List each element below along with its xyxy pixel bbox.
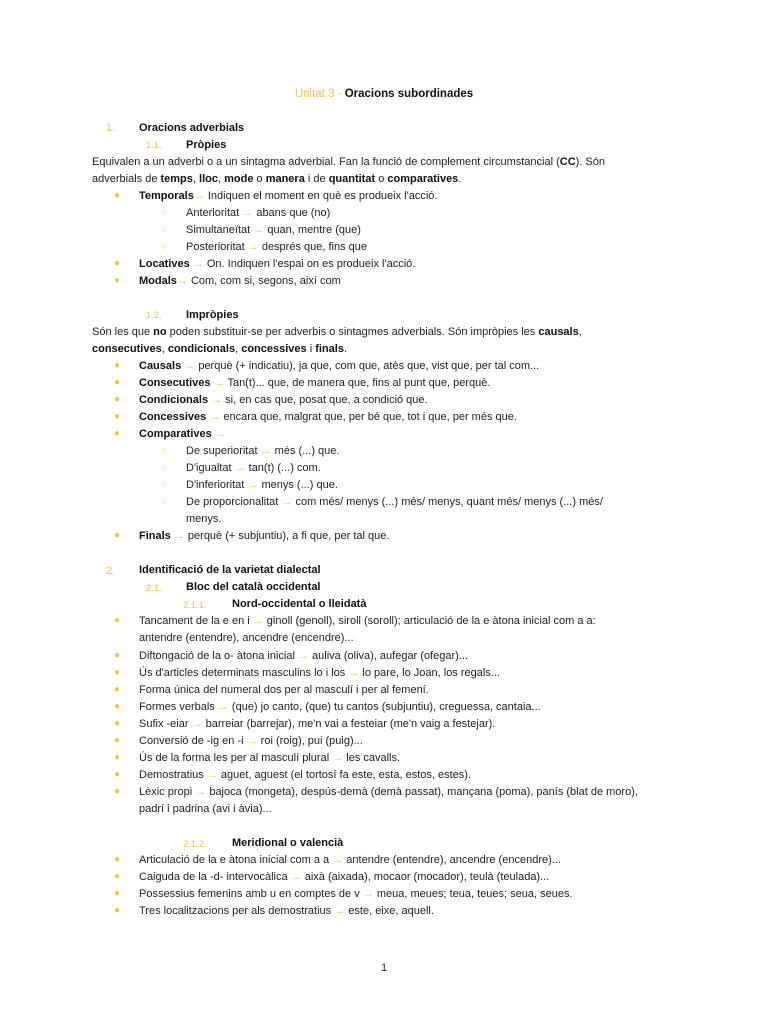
list-item [139, 905, 434, 917]
bullet-dot-icon: ● [114, 701, 121, 712]
text-span: este, eixe, aquell. [345, 905, 434, 917]
bold-term: Modals [139, 275, 177, 287]
text-span: . [458, 173, 462, 185]
bullet-dot-icon: ● [114, 377, 121, 388]
title-text: Oracions subordinades [344, 88, 474, 100]
bold-term: no [153, 326, 167, 338]
list-item [139, 428, 226, 440]
bold-term: lloc [199, 173, 218, 185]
bullet-dot-icon: ● [114, 718, 121, 729]
list-item [139, 888, 573, 900]
text-span: si, en cas que, posat que, a condició que. [222, 394, 428, 406]
list-item [139, 752, 400, 764]
right-arrow-icon: → [290, 871, 302, 883]
list-item [139, 258, 415, 270]
bold-term: Temporals [139, 190, 194, 202]
list-item [139, 394, 428, 406]
right-arrow-icon: → [334, 905, 346, 917]
text-span: Equivalen a un adverbi o a un sintagma adverbial. Fan la funció de complement circumstancial ( [92, 156, 560, 168]
text-span: adverbials de [92, 173, 161, 185]
text-span: bajoca (mongeta), despús-demà (demà passat), mançana (poma), panís (blat de moro), [206, 786, 638, 798]
text-span: o [253, 173, 266, 185]
list-item [139, 769, 471, 781]
section-number: 1. [106, 122, 116, 134]
bold-term: concessives [241, 343, 307, 355]
text-span: aguet, aguest (el tortosí fa este, esta, estos, estes). [217, 769, 471, 781]
circle-outline-icon: ○ [161, 224, 167, 234]
text-span: . [343, 343, 347, 355]
list-item [186, 462, 321, 474]
text-span: poden substituir-se per adverbis o sintagmes adverbials. Són impròpies les [166, 326, 539, 338]
text-span: D'inferioritat [186, 479, 245, 491]
text-span: aixà (aixada), mocaor (mocador), teulà (teulada)... [301, 871, 550, 883]
right-arrow-icon: → [281, 496, 293, 508]
text-span: Com, com si, segons, així com [187, 275, 341, 287]
bullet-dot-icon: ● [114, 530, 121, 541]
bold-term: temps [160, 173, 193, 185]
bullet-dot-icon: ● [114, 275, 121, 286]
section-heading: Oracions adverbials [139, 122, 245, 134]
text-span: antendre (entendre), ancendre (encendre)... [343, 854, 561, 866]
text-span: encara que, malgrat que, per bé que, tot i que, per més que. [220, 411, 517, 423]
text-span: Tan(t)... que, de manera que, fins al punt que, perquè. [224, 377, 491, 389]
bold-term: CC [559, 156, 576, 168]
bullet-dot-icon: ● [114, 411, 121, 422]
bold-term: comparatives [387, 173, 459, 185]
right-arrow-icon: → [247, 241, 259, 253]
right-arrow-icon: → [362, 888, 374, 900]
text-span: i [306, 343, 316, 355]
subsection-number: 1.2. [146, 310, 162, 321]
right-arrow-icon: → [252, 615, 264, 627]
list-item [139, 667, 500, 679]
bullet-dot-icon: ● [114, 667, 121, 678]
text-span: quan, mentre (que) [264, 224, 361, 236]
section-number: 2. [106, 565, 116, 577]
list-item [139, 871, 549, 883]
right-arrow-icon: → [234, 462, 246, 474]
text-span: ginoll (genoll), siroll (soroll); articulació de la e àtona inicial com a a: [263, 615, 596, 627]
list-item-continuation: antendre (entendre), ancendre (encendre)... [139, 632, 354, 644]
text-span: perquè (+ indicatiu), ja que, com que, atès que, vist que, per tal com... [195, 360, 540, 372]
right-arrow-icon: → [247, 479, 259, 491]
text-span: i de [304, 173, 329, 185]
text-span: Simultaneïtat [186, 224, 251, 236]
text-span: Anterioritat [186, 207, 240, 219]
circle-outline-icon: ○ [161, 496, 167, 506]
page-title [0, 88, 768, 100]
bold-term: Causals [139, 360, 182, 372]
right-arrow-icon: → [211, 394, 223, 406]
bold-term: Consecutives [139, 377, 211, 389]
text-span: lo pare, lo Joan, los regals... [359, 667, 500, 679]
right-arrow-icon: → [173, 530, 185, 542]
paragraph-line [92, 326, 582, 338]
list-item [186, 496, 603, 508]
bold-term: Finals [139, 530, 171, 542]
right-arrow-icon: → [260, 445, 272, 457]
subsection-number: 1.1. [146, 140, 162, 151]
text-span: Són les que [92, 326, 154, 338]
text-span: D'igualtat [186, 462, 232, 474]
bullet-dot-icon: ● [114, 735, 121, 746]
circle-outline-icon: ○ [161, 479, 167, 489]
text-span: Demostratius [139, 769, 204, 781]
list-item [139, 377, 490, 389]
text-span: roi (roig), pui (puig)... [257, 735, 363, 747]
right-arrow-icon: → [246, 735, 258, 747]
text-span: o [375, 173, 388, 185]
list-item [186, 479, 338, 491]
text-span: Lèxic propi [139, 786, 193, 798]
bullet-dot-icon: ● [114, 871, 121, 882]
list-item-continuation: padrí i padrina (avi i àvia)... [139, 803, 272, 815]
right-arrow-icon: → [332, 854, 344, 866]
bold-term: Concessives [139, 411, 207, 423]
list-item [139, 718, 495, 730]
right-arrow-icon: → [214, 428, 226, 440]
right-arrow-icon: → [253, 224, 265, 236]
bullet-dot-icon: ● [114, 394, 121, 405]
bullet-dot-icon: ● [114, 786, 121, 797]
text-span: després que, fins que [258, 241, 368, 253]
right-arrow-icon: → [209, 411, 221, 423]
list-item [139, 615, 596, 627]
bold-term: Comparatives [139, 428, 212, 440]
text-span: perquè (+ subjuntiu), a fi que, per tal que. [184, 530, 390, 542]
list-item [186, 224, 361, 236]
subsection-heading: Pròpies [186, 139, 227, 151]
bold-term: causals [538, 326, 579, 338]
bold-term: Condicionals [139, 394, 209, 406]
text-span: Formes verbals [139, 701, 215, 713]
right-arrow-icon: → [213, 377, 225, 389]
right-arrow-icon: → [332, 752, 344, 764]
text-span: tan(t) (...) com. [245, 462, 321, 474]
text-span: més (...) que. [271, 445, 340, 457]
text-span: On. Indiquen l'espai on es produeix l'acció. [203, 258, 416, 270]
paragraph-line: adverbials de temps, lloc, mode o manera i de quantitat o comparatives. [92, 173, 462, 185]
text-span: Tancament de la e en i [139, 615, 250, 627]
text-span: Possessius femenins amb u en comptes de v [139, 888, 360, 900]
list-item [139, 854, 561, 866]
text-span: Caiguda de la -d- intervocàlica [139, 871, 288, 883]
subsubsection-number: 2.1.2. [183, 839, 207, 850]
list-item [139, 360, 539, 372]
list-item [139, 411, 517, 423]
text-span: De proporcionalitat [186, 496, 279, 508]
text-span: (que) jo canto, (que) tu cantos (subjuntiu), creguessa, cantaia... [228, 701, 541, 713]
right-arrow-icon: → [192, 258, 204, 270]
bullet-dot-icon: ● [114, 190, 121, 201]
text-span: les cavalls. [343, 752, 401, 764]
subsection-heading: Bloc del català occidental [186, 581, 321, 593]
right-arrow-icon: → [176, 275, 188, 287]
bullet-dot-icon: ● [114, 769, 121, 780]
subsubsection-heading: Nord-occidental o lleidatà [232, 598, 367, 610]
bold-term: mode [224, 173, 254, 185]
right-arrow-icon: → [195, 786, 207, 798]
subsubsection-heading: Meridional o valencià [232, 837, 344, 849]
page-number: 1 [380, 962, 388, 974]
bold-term: finals [315, 343, 344, 355]
text-span: Indiquen el moment en què es produeix l'acció. [204, 190, 438, 202]
bullet-dot-icon: ● [114, 360, 121, 371]
text-span: auliva (oliva), aufegar (ofegar)... [309, 650, 468, 662]
right-arrow-icon: → [242, 207, 254, 219]
text-span: Articulació de la e àtona inicial com a a [139, 854, 330, 866]
text-span: Sufix -eiar [139, 718, 189, 730]
unit-label: Unitat 3 - [294, 88, 342, 100]
bullet-dot-icon: ● [114, 258, 121, 269]
list-item [139, 530, 389, 542]
bold-term: consecutives [92, 343, 162, 355]
subsubsection-number: 2.1.1. [183, 600, 207, 611]
list-item [139, 701, 541, 713]
list-item: Forma única del numeral dos per al masculí i per al femení. [139, 684, 429, 696]
bold-term: condicionals [167, 343, 236, 355]
text-span: com més/ menys (...) més/ menys, quant més/ menys (...) més/ [292, 496, 603, 508]
bold-term: manera [265, 173, 305, 185]
right-arrow-icon: → [191, 718, 203, 730]
right-arrow-icon: → [206, 769, 218, 781]
text-span: abans que (no) [253, 207, 331, 219]
text-span: Tres localitzacions per als demostratius [139, 905, 332, 917]
text-span: Diftongació de la o- àtona inicial [139, 650, 295, 662]
text-span: Ús de la forma les per al masculí plural [139, 752, 330, 764]
bullet-dot-icon: ● [114, 888, 121, 899]
bullet-dot-icon: ● [114, 428, 121, 439]
list-item-continuation: menys. [186, 513, 222, 525]
list-item [139, 275, 341, 287]
paragraph-line [92, 156, 605, 168]
bold-term: quantitat [328, 173, 376, 185]
bullet-dot-icon: ● [114, 650, 121, 661]
section-heading: Identificació de la varietat dialectal [139, 564, 321, 576]
text-span: ). Són [575, 156, 606, 168]
text-span: meua, meues; teua, teues; seua, seues. [373, 888, 573, 900]
bullet-dot-icon: ● [114, 905, 121, 916]
subsection-heading: Impròpies [186, 309, 239, 321]
right-arrow-icon: → [298, 650, 309, 662]
text-span: barreiar (barrejar), me'n vai a festeiar (me'n vaig a festejar). [202, 718, 496, 730]
right-arrow-icon: → [193, 190, 205, 202]
list-item [139, 735, 363, 747]
right-arrow-icon: → [217, 701, 229, 713]
paragraph-line: consecutives, condicionals, concessives i finals. [92, 343, 347, 355]
text-span: menys (...) que. [258, 479, 338, 491]
text-span: Posterioritat [186, 241, 245, 253]
list-item [186, 445, 339, 457]
circle-outline-icon: ○ [161, 241, 167, 251]
text-span: , [578, 326, 582, 338]
text-span: De superioritat [186, 445, 258, 457]
bullet-dot-icon: ● [114, 752, 121, 763]
bullet-dot-icon: ● [114, 854, 121, 865]
subsection-number: 2.1. [146, 583, 162, 594]
circle-outline-icon: ○ [161, 445, 167, 455]
text-span: Ús d'articles determinats masculins lo i los [139, 667, 346, 679]
list-item [139, 650, 468, 662]
list-item [139, 786, 638, 798]
circle-outline-icon: ○ [161, 462, 167, 472]
bullet-dot-icon: ● [114, 684, 121, 695]
list-item [186, 207, 330, 219]
circle-outline-icon: ○ [161, 207, 167, 217]
right-arrow-icon: → [348, 667, 360, 679]
text-span: Conversió de -ig en -i [139, 735, 244, 747]
list-item [186, 241, 367, 253]
bold-term: Locatives [139, 258, 190, 270]
bullet-dot-icon: ● [114, 615, 121, 626]
right-arrow-icon: → [184, 360, 196, 372]
list-item [139, 190, 437, 202]
